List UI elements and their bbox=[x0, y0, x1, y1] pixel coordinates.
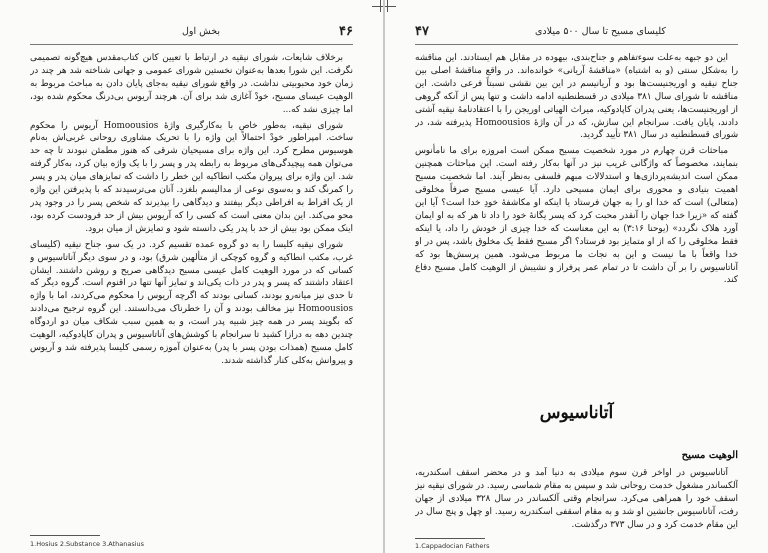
running-title: کلیسای مسیح تا سال ۵۰۰ میلادی bbox=[535, 26, 666, 37]
section-heading: الوهیت مسیح bbox=[681, 450, 738, 461]
right-page-body bbox=[415, 52, 738, 390]
footnote-rule bbox=[30, 535, 100, 536]
header-rule bbox=[415, 44, 738, 45]
paragraph: مباحثات قرن چهارم در مورد شخصیت مسیح ممکن است امروزه برای ما نامأنوس بنمایند، مخصوصاً که واژگانی غریب نیز در آنها به‌کار رفته است. این مباحثات همچنین ممکن است اندیشه‌پردازی‌ها و استدلالات مبهم فلسفی به‌نظر آیند. اما شخصیت مسیح اهمیت بنیادی و محوری برای ایمان مسیحی دارد. آیا عیسی مسیح صرفاً مخلوقی (متعالی) است که خدا او را به جهان فرستاد یا اینکه او مکاشفهٔ خودِ خدا است؟ آیا این گفته که «زیرا خدا جهان را آنقدر محبت کرد که پسر یگانهٔ خود را داد تا هر که به او ایمان آورد هلاک نگردد» (یوحنا ۳:۱۶) به این معناست که خدا چیزی از خودش را داد، یا اینکه فقط مخلوقی را که از او متمایز بود فرستاد؟ اگر مسیح فقط یک مخلوق باشد، پس در او خدا واقعاً با ما نیست و این به نجات ما مربوط می‌شود. همین پرسش‌ها بود که آناتاسیوس را بر آن داشت تا در تمام عمر پرفراز و نشیبش از الوهیت کامل مسیح دفاع کند. bbox=[415, 146, 738, 286]
chapter-title: آتاناسیوس bbox=[539, 403, 614, 423]
left-page-header bbox=[30, 26, 353, 42]
page-number: ۴۶ bbox=[339, 24, 353, 39]
footnote: 1.Cappadocian Fathers bbox=[415, 542, 490, 550]
paragraph: شورای نیقیه، به‌طور خاص با به‌کارگیری واژهٔ Homoousios آریوس را محکوم ساخت. امپراطور خودْ احتمالاً این واژه را با تحریک مشاوری روحانی غربی‌اش به‌نام هوسیوس مطرح کرد. این واژه برای مسیحیان شرقی که هنوز مطمئن نبودند تا چه حد می‌توان همه پیچیدگی‌های مربوط به رابطه پدر و پسر را با یک واژه بیان کرد، به‌کار گرفته شد. این واژه برای پیروان مکتب انطاکیه این خطر را داشت که تمایزهای میان پدر و پسر را کمرنگ کند و به‌سوی نوعی از مدالیسم بلغزد. آنان می‌ترسیدند که با پذیرفتن این واژه از یک افراط به افراطی دیگر بیفتند و دیدگاهی را بپذیرند که شخص پسر را در وجود پدر محو می‌کند. این بدان معنی است که کسی را که آریوس بیش از حد فرودست کرده بود، اینک ممکن بود بیش از حد با پدر یکی دانسته شود و تمایزش از میان برود. bbox=[30, 120, 353, 234]
paragraph: شورای نیقیه کلیسا را به دو گروه عمده تقسیم کرد. در یک سو، جناح نیقیه (کلیسای غرب، مکتب انطاکیه و گروه کوچکی از متألهین شرق) بود، و در سوی دیگر آناتاسیوس و کسانی که در مورد الوهیت کامل عیسی مسیح دیدگاهی صریح و روشن داشتند. ایشان اعتقاد داشتند که پسر و پدر در ذات یکی‌اند و تمایز آنها تنها در اقنوم است. گروه دیگر که تا حدی نیز میانه‌رو بودند، کسانی بودند که اگرچه آریوس را محکوم می‌کردند، اما با واژه Homoousios نیز مخالف بودند و آن را خطرناک می‌دانستند. این گروه ترجیح می‌دادند که بگویند پسر در همه چیز شبیه پدر است، و به همین سبب شکاف میان دو اردوگاه چندین دهه به درازا کشید تا سرانجام با کوشش‌های آناتاسیوس و پدران کاپادوکیه، الوهیت کامل مسیح (همذات بودن پسر با پدر) به‌عنوان آموزه رسمی کلیسا پذیرفته شد و آریوس و پیروانش به‌کلی کنار گذاشته شدند. bbox=[30, 239, 353, 366]
page-number: ۴۷ bbox=[415, 24, 429, 39]
paragraph: برخلاف شایعات، شورای نیقیه در ارتباط با تعیین کانن کتاب‌مقدس هیچ‌گونه تصمیمی نگرفت. این شورا بعدها به‌عنوان نخستین شورای عمومی و جهانی شناخته شد هر چند در زمان خود محبوبیتی نداشت. در واقع شورای نیقیه به‌جای پایان دادن به مباحث مربوط به الوهیت عیسای مسیح، خودْ آغازی شد برای آن. هرچند آریوس بی‌درنگ محکوم شده بود، اما چیزی نشد که... bbox=[30, 53, 353, 115]
right-page-header bbox=[415, 26, 738, 42]
section-body bbox=[415, 467, 738, 531]
footnote: 1.Hosius 2.Substance 3.Athanasius bbox=[30, 540, 145, 548]
right-page bbox=[385, 0, 768, 553]
left-page bbox=[0, 0, 383, 553]
left-page-body bbox=[30, 52, 353, 526]
footnote-rule bbox=[415, 538, 485, 539]
paragraph: آتاناسیوس در اواخر قرن سوم میلادی به دنیا آمد و در محضر اسقف اسکندریه، آلکساندر مشغول خدمت روحانی شد و سپس به مقام شماسی رسید. در شورای نیقیه نیز اسقف خود را همراهی می‌کرد. سرانجام وقتی آلکساندر در سال ۳۲۸ میلادی از جهان رفت، آتاناسیوس جانشین او شد و به مقام اسقفی اسکندریه رسید. او چهل و پنج سال در این مقام خدمت کرد و در سال ۳۷۳ درگذشت. bbox=[415, 468, 738, 530]
paragraph: این دو جبهه به‌علت سوءتفاهم و جناح‌بندی، بیهوده در مقابل هم ایستادند. این مناقشه را به‌شکل سنتی (و به اشتباه) «مناقشهٔ آریانی» خوانده‌اند. در واقع مناقشهٔ اصلی بین جناح نیقیه و اوریجنیست‌ها بود و آریانیسم در این بین نقشی نسبتاً فرعی داشت. این مناقشه تا شورای سال ۳۸۱ میلادی در قسطنطنیه ادامه داشت و تنها پس از آنکه گروهی از اوریجنیست‌ها، یعنی پدران کاپادوکیه، میراث الهیاتی اوریجن را با اعتقادنامهٔ نیقیه آشتی دادند، پایان یافت. سرانجام این سازش، که در آن واژهٔ Homoousios پذیرفته شد، در شورای قسطنطنیه در سال ۳۸۱ تأیید گردید. bbox=[415, 53, 738, 141]
header-rule bbox=[30, 44, 353, 45]
running-title: بخش اول bbox=[182, 26, 221, 37]
